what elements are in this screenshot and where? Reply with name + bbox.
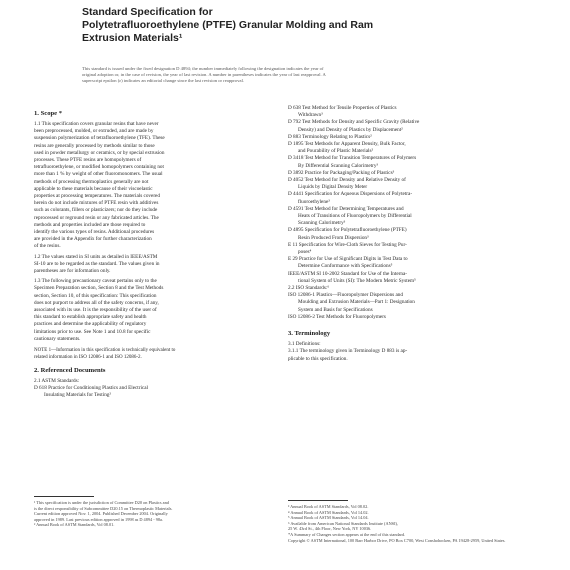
scope-paragraph	[34, 254, 284, 276]
footnote-line: Current edition approved Nov. 1, 2004. Published December 2004. Originally	[34, 511, 168, 517]
reference-item: ISO 12086-2 Test Methods for Fluoropolymers	[288, 313, 386, 320]
scope-section	[34, 121, 284, 343]
text-line: herein do not include mixtures of PTFE resin with additives	[34, 200, 159, 207]
reference-item: D 792 Test Methods for Density and Specific Gravity (Relative	[288, 119, 420, 126]
reference-item: Insulating Materials for Testing²	[44, 391, 111, 398]
text-line: section, Section 10, of this specification: This specification	[34, 292, 157, 299]
intro-line: This standard is issued under the fixed designation D 4894; the number immediately following the designation indicates the year of	[82, 66, 324, 71]
footnote-line: ⁶ Available from American National Standards Institute (ANSI),	[288, 520, 399, 526]
text-line: does not purport to address all of the safety concerns, if any,	[34, 299, 159, 306]
footnote-line: ³ Annual Book of ASTM Standards, Vol 08.02.	[288, 504, 369, 509]
footnote-line: approved in 1989. Last previous edition approved in 1998 as D 4894 - 98a.	[34, 516, 164, 522]
reference-item: D 4441 Specification for Aqueous Dispersions of Polytetra-	[288, 191, 413, 198]
footnote-rule	[34, 496, 94, 497]
note-1	[34, 347, 284, 361]
note-line: related information in ISO 12086-1 and ISO 12086-2.	[34, 355, 142, 361]
text-line: been preprocessed, molded, or extruded, and are made by	[34, 128, 154, 135]
text-line: parentheses are for information only.	[34, 268, 111, 275]
reference-item: By Differential Scanning Calorimetry³	[298, 162, 378, 169]
reference-item: Scanning Calorimetry³	[298, 220, 346, 227]
text-line: limitations prior to use. See Note 1 and 10.8 for specific	[34, 328, 151, 335]
definitions-label: 3.1 Definitions:	[288, 341, 321, 348]
left-footnotes	[34, 500, 279, 528]
text-line: used in powder metallurgy or ceramics, or by special extrusion	[34, 149, 165, 156]
text-line: resins are generally processed by methods similar to those	[34, 142, 155, 149]
text-line: practices and determine the applicability of regulatory	[34, 321, 147, 328]
reference-item: ISO 12086-1 Plastics—Fluoropolymer Dispersions and	[288, 292, 403, 299]
footnote-rule	[288, 500, 348, 501]
text-line: tetrafluoroethylene, or modified homopolymers containing not	[34, 164, 164, 171]
references-heading: 2. Referenced Documents	[34, 366, 106, 374]
text-line: cautionary statements.	[34, 335, 81, 342]
text-line: this standard to establish appropriate safety and health	[34, 314, 147, 321]
document-title	[82, 6, 502, 45]
reference-item: D 4591 Test Method for Determining Temperatures and	[288, 205, 404, 212]
text-line: methods and properties included are those required to	[34, 221, 146, 228]
reference-list-continued	[288, 105, 538, 321]
text-line: 1.3 The following precautionary caveat pertains only to the	[34, 278, 157, 285]
text-line: processes. These PTFE resins are homopolymers of	[34, 157, 142, 164]
footnote-line: ¹ This specification is under the jurisdiction of Committee D20 on Plastics and	[34, 500, 169, 505]
reference-item: IEEE/ASTM SI 10-2002 Standard for Use of the Interna-	[288, 270, 407, 277]
reference-item: and Pourability of Plastic Materials²	[298, 148, 374, 155]
title-line: Extrusion Materials¹	[82, 32, 183, 44]
left-column	[34, 105, 284, 399]
reference-item: D 618 Practice for Conditioning Plastics and Electrical	[34, 384, 148, 391]
text-line: suspension polymerization of tetrafluoroethylene (TFE). These	[34, 135, 165, 142]
reference-item: System and Basis for Specifications	[298, 306, 373, 313]
reference-item: Heats of Transitions of Fluoropolymers by Differential	[298, 213, 412, 220]
reference-item: D 883 Terminology Relating to Plastics²	[288, 133, 372, 140]
right-column	[288, 105, 538, 363]
text-line: of the resins.	[34, 243, 61, 250]
text-line: properties at processing temperatures. The materials covered	[34, 193, 160, 200]
reference-item: 2.2 ISO Standards:⁶	[288, 285, 330, 292]
reference-item: D 1895 Test Methods for Apparent Density, Bulk Factor,	[288, 141, 406, 148]
reference-item: Determine Conformance with Specifications⁵	[298, 263, 393, 270]
footnote-line: 25 W. 43rd St., 4th Floor, New York, NY 10036.	[288, 526, 372, 532]
reference-item: poses⁴	[298, 249, 312, 256]
terminology-heading: 3. Terminology	[288, 330, 331, 338]
text-line: methods of processing thermoplastics generally are not	[34, 178, 149, 185]
reference-item: D 3418 Test Method for Transition Temperatures of Polymers	[288, 155, 417, 162]
footnote-line: *A Summary of Changes section appears at the end of this standard.	[288, 531, 406, 537]
reference-item: D 4895 Specification for Polytetrafluoroethylene (PTFE)	[288, 227, 407, 234]
scope-paragraph	[34, 121, 284, 251]
right-footnotes	[288, 504, 533, 543]
reference-item: Liquids by Digital Density Meter	[298, 184, 368, 191]
intro-line: original adoption or, in the case of revision, the year of last revision. A number in parentheses indicates the year of last reapproval. A	[82, 72, 326, 77]
text-line: reprocessed or reground resin or any fabricated articles. The	[34, 214, 159, 221]
reference-item: E 29 Practice for Use of Significant Digits in Test Data to	[288, 256, 408, 263]
reference-item: fluoroethylene³	[298, 198, 330, 205]
text-line: identify the various types of resins. Additional procedures	[34, 229, 155, 236]
note-line: NOTE 1—Information in this specification is technically equivalent to	[34, 348, 176, 354]
text-line: SI-10 are to be regarded as the standard. The values given in	[34, 260, 160, 267]
reference-item: tional System of Units (SI): The Modern Metric System⁵	[298, 277, 416, 284]
reference-item: D 4052 Test Method for Density and Relative Density of	[288, 177, 406, 184]
reference-item: E 11 Specification for Wire-Cloth Sieves for Testing Pur-	[288, 241, 407, 248]
title-line: Standard Specification for	[82, 6, 213, 18]
reference-item: D 3892 Practice for Packaging/Packing of Plastics³	[288, 169, 395, 176]
footnote-line: Copyright © ASTM International, 100 Barr Harbor Drive, PO Box C700, West Conshohocken, PA 19428-2959, United States.	[288, 537, 506, 543]
text-line: plicable to this specification.	[288, 355, 348, 362]
document-intro	[82, 66, 492, 84]
text-line: 1.2 The values stated in SI units as detailed in IEEE/ASTM	[34, 253, 158, 260]
reference-item: Withdrawn³	[298, 112, 323, 119]
text-line: such as colorants, fillers or plasticizers; nor do they include	[34, 207, 158, 214]
text-line: are provided in the Appendix for further characterization	[34, 236, 152, 243]
footnote-line: is the direct responsibility of Subcommittee D20.15 on Thermoplastic Materials.	[34, 505, 173, 511]
title-line: Polytetrafluoroethylene (PTFE) Granular Molding and Ram	[82, 19, 374, 31]
text-line: applicable to these materials because of their viscoelastic	[34, 185, 153, 192]
terminology-text	[288, 348, 538, 362]
reference-item: Density) and Density of Plastics by Displacement²	[298, 126, 403, 133]
footnote-line: ² Annual Book of ASTM Standards, Vol 08.01.	[34, 522, 115, 528]
reference-item: Resin Produced From Dispersion³	[298, 234, 369, 241]
scope-paragraph	[34, 278, 284, 343]
scope-heading: 1. Scope *	[34, 110, 63, 117]
text-line: 1.1 This specification covers granular resins that have never	[34, 121, 159, 127]
text-line: more than 1 % by weight of other fluoromonomers. The usual	[34, 171, 163, 178]
text-line: 3.1.1 The terminology given in Terminology D 883 is ap-	[288, 348, 408, 355]
footnote-line: ⁴ Annual Book of ASTM Standards, Vol 14.02.	[288, 509, 369, 515]
text-line: associated with its use. It is the responsibility of the user of	[34, 307, 157, 314]
footnote-line: ⁵ Annual Book of ASTM Standards, Vol 14.04.	[288, 515, 369, 521]
intro-line: superscript epsilon (ε) indicates an editorial change since the last revision or reapproval.	[82, 78, 245, 83]
reference-list	[34, 385, 284, 399]
reference-item: D 638 Test Method for Tensile Properties of Plastics	[288, 105, 397, 111]
reference-item: Moulding and Extrusion Materials—Part 1: Designation	[298, 299, 415, 306]
astm-standards-label: 2.1 ASTM Standards:	[34, 377, 80, 384]
text-line: Specimen Preparation section, Section 8 and the Test Methods	[34, 285, 164, 292]
